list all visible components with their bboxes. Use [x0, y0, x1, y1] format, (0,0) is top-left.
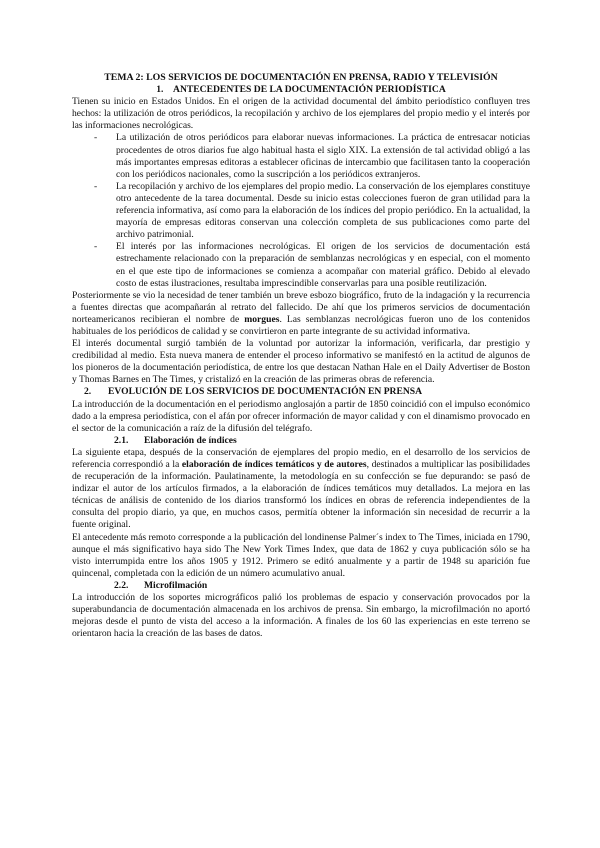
morgues-text-before: Posteriormente se vio la necesidad de tener también un breve esbozo biográfico, fruto de la indagación y la recurrencia a fuentes directas que acompañarán al retrato del fallecido. De ahí que los primeros servicios de documentación norteamericanos recibieran el nombre de: [72, 289, 530, 325]
subsection-2-2-title: Microfilmación: [144, 579, 208, 591]
indices-text-after: , destinados a multiplicar las posibilidades de recuperación de la información. Paulatinamente, la metodología en su confección se fue depurando: se pasó de indizar el autor de los artículos firmados, a la elaboración de índices temáticos muy detallados. La mejora en las técnicas de análisis de contenido de los diarios transformó los índices en obras de referencia independientes de la consulta del propio diario, ya que, en muchos casos, permitía obtener la información sin necesidad de recurrir a la fuente original.: [72, 459, 530, 531]
subsection-2-1-number: 2.1.: [114, 434, 129, 446]
section-2-intro: La introducción de la documentación en el periodismo anglosajón a partir de 1850 coincidió con el impulso económico dado a la empresa periodística, con el afán por ofrecer información de mayor calidad y con el dinamismo provocado en el sector de la comunicación a raíz de la difusión del telégrafo.: [72, 398, 530, 434]
section-2-heading: [72, 386, 530, 398]
subsection-2-1-heading: [72, 435, 530, 447]
subsection-2-1-paragraph-2: El antecedente más remoto corresponde a la publicación del londinense Palmer´s index to The Times, iniciada en 1790, aunque el más significativo haya sido The New York Times Index, que data de 1862 y cuya publicación sólo se ha visto interrumpida entre los años 1905 y 1912. Primero se editó anualmente y a partir de 1948 su aparición fue quincenal, completada con la edición de un número acumulativo anual.: [72, 531, 530, 579]
bullet-item-recopilacion-archivo: - La recopilación y archivo de los ejemplares del propio medio. La conservación de los ejemplares constituye otro antecedente de la tarea documental. Desde su inicio estas colecciones fueron de gran utilidad para la referencia informativa, así como para la elaboración de los índices del propio periódico. En la actualidad, la mayoría de empresas editoras conservan una colección completa de sus publicaciones como parte del archivo patrimonial.: [72, 181, 530, 241]
subsection-2-2-paragraph-1: La introducción de los soportes micrográficos palió los problemas de espacio y conservación provocados por la superabundancia de documentación almacenada en los archivos de prensa. Sin embargo, la microfilmación no aportó mejoras desde el punto de vista del acceso a la información. A finales de los 60 las experiencias en este terreno se orientaron hacia la creación de las bases de datos.: [72, 592, 530, 640]
subsection-2-1-title: Elaboración de índices: [144, 434, 237, 446]
indices-text-before: La siguiente etapa, después de la conservación de ejemplares del propio medio, en el desarrollo de los servicios de referencia correspondió a la: [72, 446, 530, 470]
subsection-2-1-paragraph-1: [72, 447, 530, 532]
section-1-heading: [72, 84, 530, 96]
subsection-2-2-number: 2.2.: [114, 579, 129, 591]
section-1-intro: Tienen su inicio en Estados Unidos. En el origen de la actividad documental del ámbito periodístico confluyen tres hechos: la utilización de otros periódicos, la recopilación y archivo de los ejemplares del propio medio y el interés por las informaciones necrológicas.: [72, 96, 530, 132]
section-1-title: ANTECEDENTES DE LA DOCUMENTACIÓN PERIODÍSTICA: [173, 84, 446, 96]
section-1-number: 1.: [156, 84, 164, 96]
morgues-term: morgues: [244, 313, 280, 325]
section-2-title: EVOLUCIÓN DE LOS SERVICIOS DE DOCUMENTACIÓN EN PRENSA: [108, 386, 423, 398]
indices-term: elaboración de índices temáticos y de autores: [181, 459, 367, 470]
bullet-item-necrologicas: - El interés por las informaciones necrológicas. El origen de los servicios de documentación está estrechamente relacionado con la preparación de semblanzas necrológicas y en especial, con el momento en el que este tipo de informaciones se comienza a acompañar con material gráfico. Debido al elevado costo de estas ilustraciones, resultaba imprescindible conservarlas para una posible reutilización.: [72, 241, 530, 289]
section-1-paragraph-morgues: [72, 290, 530, 338]
section-2-number: 2.: [84, 386, 92, 398]
bullet-item-otros-periodicos: - La utilización de otros periódicos para elaborar nuevas informaciones. La práctica de entresacar noticias procedentes de otros diarios fue algo habitual hasta el siglo XIX. La extensión de tal actividad obligó a las más importantes empresas editoras a establecer oficinas de intercambio que facilitasen tanto la cooperación con los periódicos nacionales, como la suscripción a los periódicos extranjeros.: [72, 132, 530, 180]
section-1-bullet-list: [72, 132, 530, 289]
morgues-text-after: . Las semblanzas necrológicas fueron uno de los contenidos habituales de los periódicos de calidad y se convirtieron en parte integrante de su actividad informativa.: [72, 313, 530, 337]
subsection-2-2-heading: [72, 580, 530, 592]
section-1-paragraph-interes: El interés documental surgió también de la voluntad por autorizar la información, verificarla, dar prestigio y credibilidad al medio. Esta nueva manera de entender el proceso informativo se manifestó en la actitud de algunos de los pioneros de la documentación periodística, de entre los que destacan Nathan Hale en el Daily Advertiser de Boston y Thomas Barnes en The Times, y cristalizó en la creación de las primeras obras de referencia.: [72, 338, 530, 386]
document-title: TEMA 2: LOS SERVICIOS DE DOCUMENTACIÓN EN PRENSA, RADIO Y TELEVISIÓN: [104, 72, 498, 83]
